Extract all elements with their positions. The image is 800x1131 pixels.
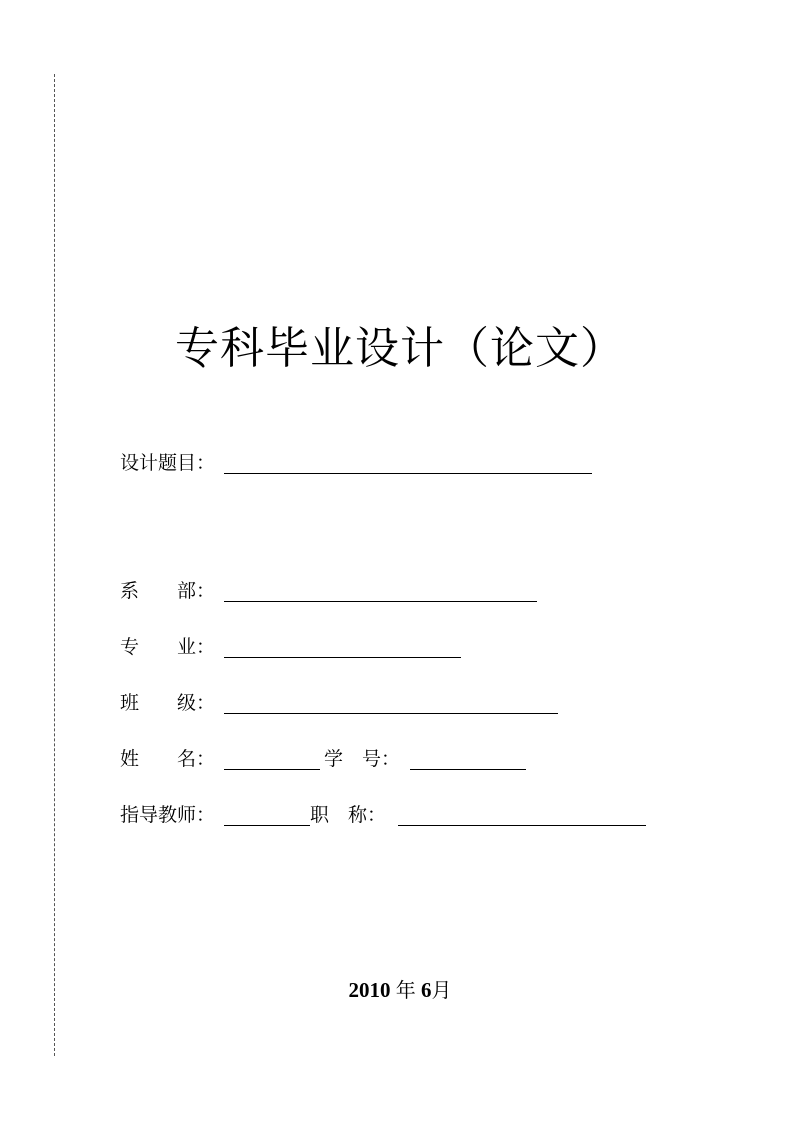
- date-year: 2010: [348, 978, 391, 1002]
- class-field[interactable]: [224, 713, 558, 714]
- department-label: 系 部：: [120, 580, 216, 602]
- advisor-field[interactable]: [224, 825, 310, 826]
- student-id-field[interactable]: [410, 769, 526, 770]
- page-title: 专科毕业设计（论文）: [175, 323, 625, 374]
- date-year-unit: 年: [395, 978, 416, 1002]
- binding-dashed-line: [54, 74, 55, 1056]
- topic-field[interactable]: [224, 473, 592, 474]
- class-label: 班 级：: [120, 692, 216, 714]
- advisor-label: 指导教师：: [120, 804, 216, 826]
- date-line: [0, 974, 800, 1003]
- date-month-unit: 月: [431, 978, 452, 1002]
- name-label: 姓 名：: [120, 748, 216, 770]
- topic-label: 设计题目：: [120, 452, 216, 474]
- major-label: 专 业：: [120, 636, 216, 658]
- student-id-label: 学 号：: [324, 748, 401, 770]
- name-field[interactable]: [224, 769, 320, 770]
- date-month: 6: [421, 978, 432, 1002]
- major-field[interactable]: [224, 657, 461, 658]
- department-field[interactable]: [224, 601, 537, 602]
- advisor-title-field[interactable]: [398, 825, 646, 826]
- advisor-title-label: 职 称：: [310, 804, 387, 826]
